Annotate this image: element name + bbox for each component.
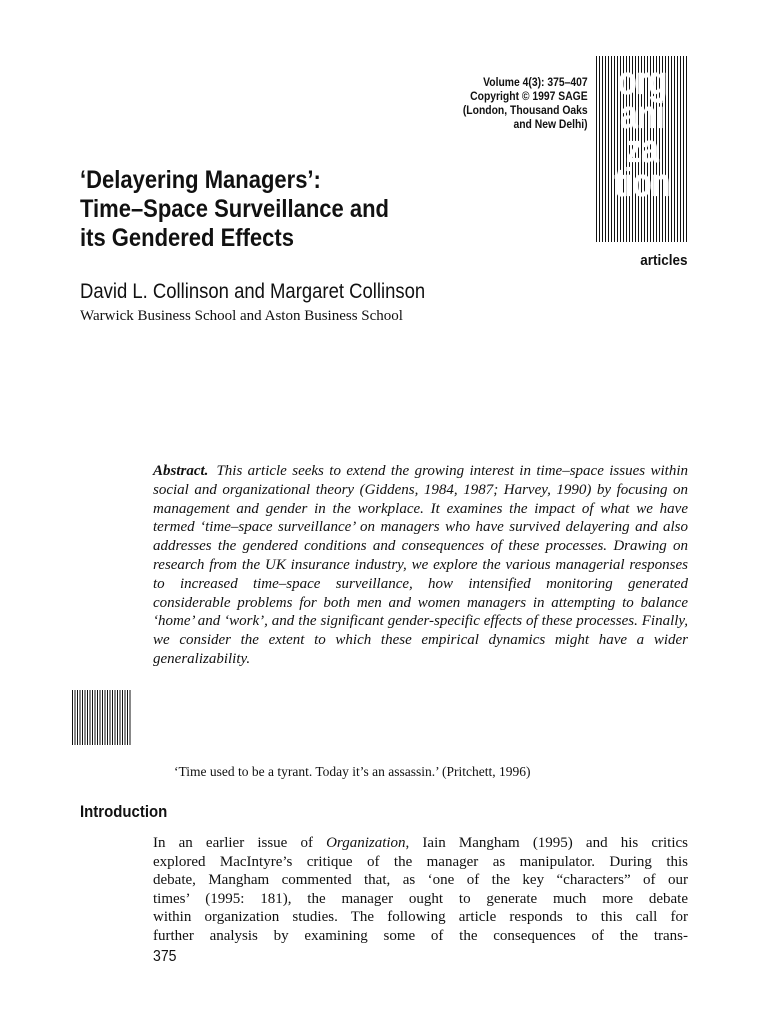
abstract-label: Abstract. (153, 463, 209, 479)
logo-wordmark (605, 59, 679, 205)
body-line-3: debate, Mangham commented that, as ‘one of the key “characters” of our (153, 872, 688, 889)
journal-meta (463, 76, 588, 132)
authors: David L. Collinson and Margaret Collinson (80, 280, 426, 303)
body-line-1a: In an earlier issue of (153, 835, 327, 851)
logo-line-1: org (617, 59, 667, 103)
abstract-text: This article seeks to extend the growing interest in time–space issues within social and organizational theory (Giddens, 1984, 1987; Harvey, 1990) by focusing on management and gender in the workplace. It examines the impact of what we have termed ‘time–space surveillance’ on managers who have survived delayering and also addresses the gendered conditions and consequences of these processes. Drawing on research from the UK insurance industry, we explore the various managerial responses to increased time–space surveillance, how intensified monitoring generated considerable problems for both men and women managers in attempting to balance ‘home’ and ‘work’, and the significant gender-specific effects of these processes. Finally, we consider the extent to which these empirical dynamics might have a wider generalizability. (153, 463, 688, 667)
article-title (80, 166, 485, 253)
body-line-6: further analysis by examining some of the consequences of the trans- (153, 927, 688, 944)
location-line-1: (London, Thousand Oaks (463, 105, 588, 117)
body-line-1b: , Iain Mangham (1995) and his critics (405, 835, 688, 851)
abstract (153, 462, 688, 669)
page-number: 375 (153, 948, 177, 965)
introduction-heading: Introduction (80, 802, 168, 821)
body-line-5: within organization studies. The following article responds to this call for (153, 909, 688, 926)
body-line-1 (153, 834, 688, 853)
title-line-2: Time–Space Surveillance and (80, 195, 389, 223)
introduction-body (153, 834, 688, 946)
section-type-label: articles (640, 252, 688, 269)
location-line-2: and New Delhi) (513, 119, 588, 131)
body-line-2: explored MacIntyre’s critique of the manager as manipulator. During this (153, 853, 688, 870)
affiliation: Warwick Business School and Aston Business School (80, 308, 403, 324)
logo-line-4: tion (614, 161, 670, 205)
volume-line: Volume 4(3): 375–407 (483, 77, 588, 89)
logo-line-2: ani (620, 93, 664, 137)
barcode-graphic (72, 690, 132, 745)
epigraph: ‘Time used to be a tyrant. Today it’s an assassin.’ (Pritchett, 1996) (174, 764, 531, 779)
title-line-1: ‘Delayering Managers’: (80, 166, 321, 194)
journal-logo (596, 56, 688, 242)
title-line-3: its Gendered Effects (80, 224, 294, 252)
copyright-line: Copyright © 1997 SAGE (470, 91, 588, 103)
logo-line-3: za (625, 127, 659, 171)
journal-name-italic: Organization (326, 835, 406, 851)
body-line-4: times’ (1995: 181), the manager ought to generate much more debate (153, 890, 688, 907)
